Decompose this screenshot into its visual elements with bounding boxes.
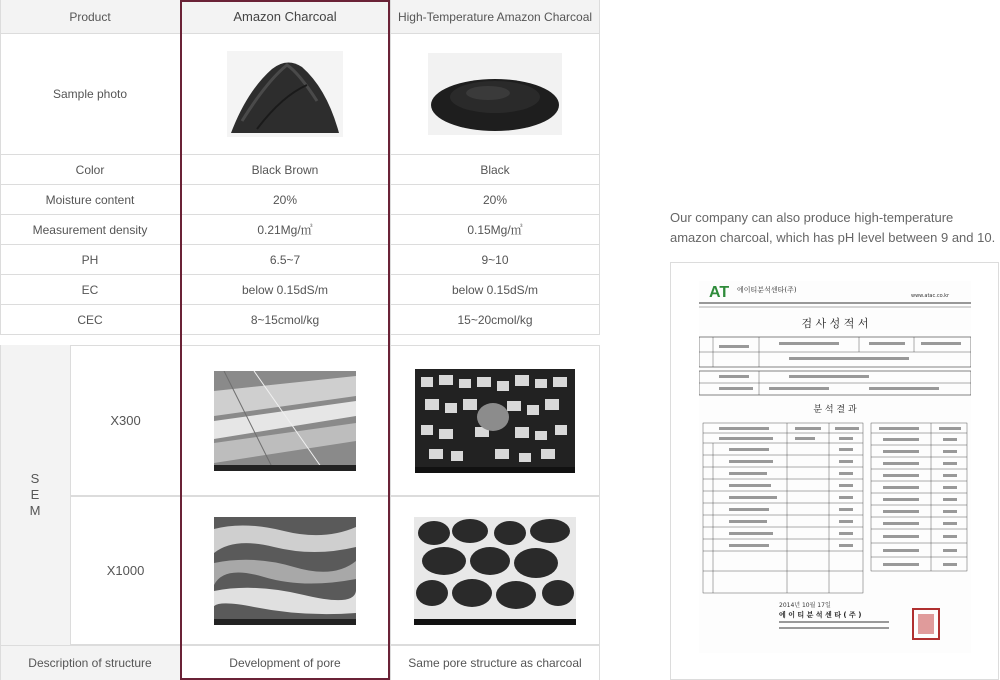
sem-letter-m: M: [29, 503, 41, 518]
color-amazon: Black Brown: [180, 155, 390, 185]
color-high-temp: Black: [390, 155, 600, 185]
header-high-temp-charcoal: High-Temperature Amazon Charcoal: [390, 0, 600, 34]
sem-image-x300-amazon: [214, 371, 356, 471]
cert-title: 검 사 성 적 서: [801, 317, 869, 330]
grid-right-top: [599, 0, 600, 335]
row-label-cec: CEC: [0, 305, 180, 335]
certificate-graphic: [699, 281, 971, 653]
high-temp-caption: Our company can also produce high-temperature amazon charcoal, which has pH level between 9 and 10.: [670, 210, 996, 245]
row-label-sample-photo: Sample photo: [0, 34, 180, 155]
ec-amazon: below 0.15dS/m: [180, 275, 390, 305]
moisture-high-temp: 20%: [390, 185, 600, 215]
sem-letter-s: S: [30, 471, 40, 486]
sem-x1000-high-temp: [390, 497, 600, 645]
charcoal-powder-image: [428, 53, 562, 135]
sem-x300-high-temp: [390, 346, 600, 496]
certificate-document: [699, 281, 971, 653]
sem-x300-amazon: [180, 346, 390, 496]
cec-high-temp: 15~20cmol/kg: [390, 305, 600, 335]
cert-company: 에이티분석센타(주): [737, 286, 797, 294]
header-amazon-charcoal: Amazon Charcoal: [180, 0, 390, 34]
grid-left-bottom: [0, 345, 1, 680]
grid-left-top: [0, 0, 1, 335]
sem-x1000-label: X1000: [71, 497, 180, 645]
sem-x300-label: X300: [71, 346, 180, 496]
analysis-certificate: [670, 262, 999, 680]
sem-image-x1000-amazon: [214, 517, 356, 625]
sample-photo-high-temp: [390, 34, 600, 155]
ph-high-temp: 9~10: [390, 245, 600, 275]
ec-high-temp: below 0.15dS/m: [390, 275, 600, 305]
row-label-density: Measurement density: [0, 215, 180, 245]
cert-footer-name: 에 이 티 분 석 센 타 ( 주 ): [779, 611, 862, 619]
sem-letter-e: E: [30, 487, 40, 502]
cert-date: 2014년 10월 17일: [779, 602, 831, 609]
cert-logo: AT: [709, 284, 730, 301]
density-amazon: 0.21Mg/㎥: [180, 215, 390, 245]
sem-image-x300-high-temp: [415, 369, 575, 473]
cert-url: www.atac.co.kr: [911, 293, 950, 299]
footer-amazon: Development of pore: [229, 656, 341, 670]
ph-amazon: 6.5~7: [180, 245, 390, 275]
density-high-temp: 0.15Mg/㎥: [390, 215, 600, 245]
sample-photo-amazon: [180, 34, 390, 155]
sem-x1000-amazon: [180, 497, 390, 645]
grid-col-divider: [390, 0, 391, 680]
sem-image-x1000-high-temp: [414, 517, 576, 625]
row-label-ph: PH: [0, 245, 180, 275]
header-product: Product: [0, 0, 180, 34]
footer-label: Description of structure: [0, 646, 180, 680]
sem-label: [0, 345, 70, 645]
row-label-ec: EC: [0, 275, 180, 305]
grid-right-bottom: [599, 345, 600, 680]
row-label-color: Color: [0, 155, 180, 185]
cec-amazon: 8~15cmol/kg: [180, 305, 390, 335]
charcoal-pile-image: [227, 51, 343, 137]
row-label-moisture: Moisture content: [0, 185, 180, 215]
footer-high-temp: Same pore structure as charcoal: [408, 656, 582, 670]
moisture-amazon: 20%: [180, 185, 390, 215]
cert-subtitle: 분 석 결 과: [813, 405, 857, 415]
